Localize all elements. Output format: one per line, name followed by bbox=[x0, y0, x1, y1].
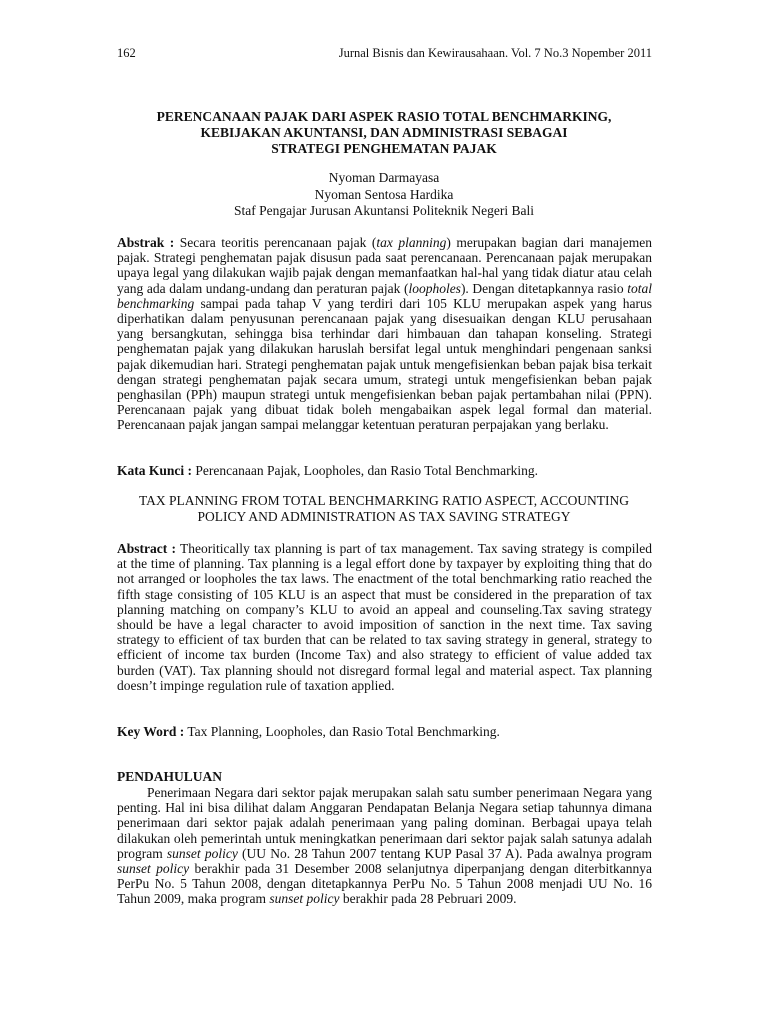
abstrak-text-1: Secara teoritis perencanaan pajak ( bbox=[174, 235, 377, 250]
key-word-label: Key Word : bbox=[117, 724, 185, 739]
english-title bbox=[100, 493, 668, 524]
abstrak-italic-2: loopholes bbox=[408, 280, 461, 296]
title-line-2: KEBIJAKAN AKUNTANSI, DAN ADMINISTRASI SEBAGAI bbox=[200, 125, 568, 140]
author-2: Nyoman Sentosa Hardika bbox=[314, 186, 454, 202]
key-word-text: Tax Planning, Loopholes, dan Rasio Total Benchmarking. bbox=[184, 724, 500, 739]
abstrak-text-2: ) merupakan bagian dari manajemen pajak. Strategi penghematan pajak disusun pada saat perencanaan. Perencanaan pajak merupakan upaya legal yang dilakukan wajib pajak dengan memanfaatkan hal-hal yang tidak diatur atau celah yang ada dalam undang-undang dan peraturan pajak ( bbox=[117, 235, 652, 296]
abstract-text: Theoritically tax planning is part of tax management. Tax saving strategy is compiled at the time of planning. Tax planning is a legal effort done by taxpayer by exploiting thing that do not arranged or loopholes the tax laws. The enactment of the total benchmarking ratio reached the fifth stage consisting of 105 KLU is an aspect that must be considered in the preparation of tax planning matching on company’s KLU to avoid an appeal and counseling.Tax saving strategy should be have a legal character to avoid imposition of sanction in the next time. Tax saving strategy to efficient of tax burden that can be related to tax saving strategy in general, strategy to efficient of income tax burden (Income Tax) and also strategy to efficient of value added tax burden (VAT). Tax planning should not disregard formal legal and material aspect. Tax planning doesn’t impinge regulation rule of taxation applied. bbox=[117, 541, 652, 693]
title-line-3: STRATEGI PENGHEMATAN PAJAK bbox=[271, 141, 497, 156]
abstract-section bbox=[117, 541, 652, 693]
abstrak-italic-3: total benchmarking bbox=[117, 280, 652, 311]
abstrak-section bbox=[117, 235, 652, 433]
author-block bbox=[100, 170, 668, 220]
paper-title bbox=[100, 109, 668, 157]
intro-text-1: Penerimaan Negara dari sektor pajak merupakan salah satu sumber penerimaan Negara yang penting. Hal ini bisa dilihat dalam Anggaran Pendapatan Belanja Negara setiap tahunnya dimana penerimaan dari sektor pajak adalah penerimaan yang paling dominan. Berbagai upaya telah dilakukan oleh pemerintah untuk meningkatkan penerimaan dari sektor pajak salah satunya adalah program bbox=[117, 785, 652, 861]
section-heading: PENDAHULUAN bbox=[117, 769, 223, 784]
affiliation: Staf Pengajar Jurusan Akuntansi Politeknik Negeri Bali bbox=[234, 203, 534, 218]
abstract-label: Abstract : bbox=[117, 541, 177, 556]
intro-text-4: berakhir pada 28 Pebruari 2009. bbox=[339, 891, 517, 907]
abstrak-label: Abstrak : bbox=[117, 235, 175, 250]
intro-text-3: berakhir pada 31 Desember 2008 selanjutnya diperpanjang dengan diterbitkannya PerPu No. 5 Tahun 2008, dengan ditetapkannya PerPu No. 5 Tahun 2008 menjadi UU No. 16 Tahun 2009, maka program bbox=[117, 861, 652, 907]
abstrak-text-3: ). Dengan ditetapkannya rasio bbox=[460, 280, 628, 296]
english-title-line-2: POLICY AND ADMINISTRATION AS TAX SAVING STRATEGY bbox=[197, 508, 571, 524]
author-1: Nyoman Darmayasa bbox=[328, 170, 440, 185]
kata-kunci-label: Kata Kunci : bbox=[117, 463, 193, 478]
intro-text-2: (UU No. 28 Tahun 2007 tentang KUP Pasal 37 A). Pada awalnya program bbox=[237, 845, 652, 861]
journal-name: Jurnal Bisnis dan Kewirausahaan. Vol. 7 No.3 Nopember 2011 bbox=[338, 46, 652, 60]
title-line-1: PERENCANAAN PAJAK DARI ASPEK RASIO TOTAL BENCHMARKING, bbox=[156, 109, 612, 124]
page-number: 162 bbox=[117, 46, 136, 60]
intro-paragraph bbox=[117, 785, 652, 907]
kata-kunci-text: Perencanaan Pajak, Loopholes, dan Rasio Total Benchmarking. bbox=[192, 463, 538, 478]
kata-kunci bbox=[117, 463, 652, 478]
intro-italic-2: sunset policy bbox=[117, 861, 190, 877]
abstrak-text-4: sampai pada tahap V yang terdiri dari 105 KLU merupakan aspek yang harus diperhatikan dalam penyusunan perencanaan pajak yang disesuaikan dengan KLU perusahaan yang bersangkutan, sehingga bisa terhindar dari himbauan dan tahapan konseling. Strategi penghematan pajak yang dilakukan haruslah bersifat legal untuk menghindari pengenaan sanksi pajak dikemudian hari. Strategi penghematan pajak untuk mengefisienkan beban pajak bisa terkait dengan strategi penghematan pajak secara umum, strategi untuk mengefisienkan beban pajak penghasilan (PPh) maupun strategi untuk mengefisienkan beban pajak pertambahan nilai (PPN). Perencanaan pajak yang dibuat tidak boleh mengabaikan aspek legal formal dan material. Perencanaan pajak jangan sampai melanggar ketentuan peraturan perpajakan yang berlaku. bbox=[117, 295, 652, 433]
intro-italic-1: sunset policy bbox=[166, 845, 238, 861]
abstrak-italic-1: tax planning bbox=[376, 235, 447, 250]
english-title-line-1: TAX PLANNING FROM TOTAL BENCHMARKING RATIO ASPECT, ACCOUNTING bbox=[138, 493, 630, 508]
key-word bbox=[117, 724, 652, 739]
page-header bbox=[117, 46, 652, 61]
intro-italic-3: sunset policy bbox=[269, 891, 340, 907]
